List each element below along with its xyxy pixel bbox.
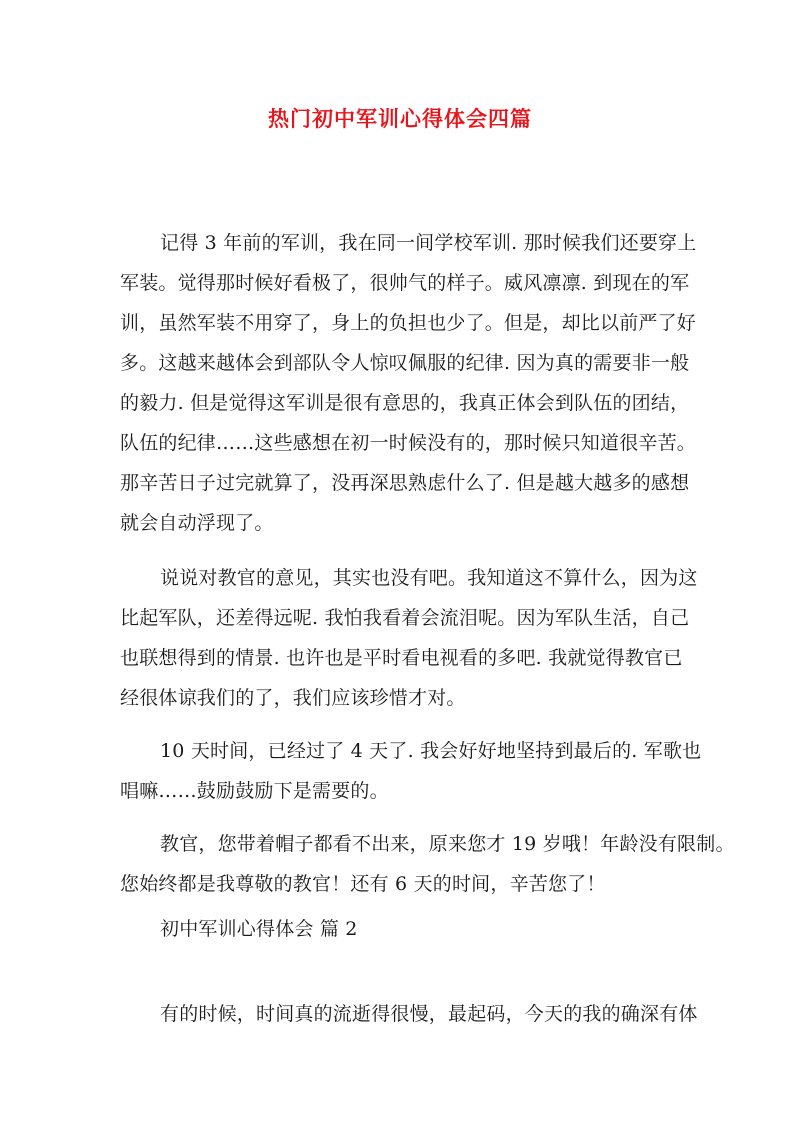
paragraph-4-line-1: 教官，您带着帽子都看不出来，原来您才 19 岁哦！年龄没有限制。 (160, 833, 735, 855)
paragraph-2-line-1: 说说对教官的意见，其实也没有吧。我知道这不算什么，因为这 (160, 567, 698, 589)
paragraph-1-line-6: 队伍的纪律……这些感想在初一时候没有的，那时候只知道很辛苦。 (120, 432, 697, 454)
paragraph-3-line-2: 唱嘛……鼓励鼓励下是需要的。 (120, 780, 389, 802)
paragraph-1-line-8: 就会自动浮现了。 (120, 512, 274, 534)
paragraph-1-line-7: 那辛苦日子过完就算了，没再深思熟虑什么了. 但是越大越多的感想 (120, 472, 690, 494)
document-title: 热门初中军训心得体会四篇 (268, 106, 532, 131)
paragraph-5-line-1: 有的时候，时间真的流逝得很慢，最起码，今天的我的确深有体 (160, 1003, 698, 1025)
paragraph-2-line-3: 也联想得到的情景. 也许也是平时看电视看的多吧. 我就觉得教官已 (120, 647, 683, 669)
paragraph-2-line-4: 经很体谅我们的了，我们应该珍惜才对。 (120, 687, 466, 709)
paragraph-1-line-1: 记得 3 年前的军训，我在同一间学校军训. 那时候我们还要穿上 (160, 232, 697, 254)
paragraph-4-line-2: 您始终都是我尊敬的教官！还有 6 天的时间，辛苦您了！ (120, 873, 606, 895)
paragraph-1-line-4: 多。这越来越体会到部队令人惊叹佩服的纪律. 因为真的需要非一般 (120, 352, 690, 374)
paragraph-1-line-5: 的毅力. 但是觉得这军训是很有意思的，我真正体会到队伍的团结， (120, 392, 690, 414)
paragraph-1-line-3: 训，虽然军装不用穿了，身上的负担也少了。但是，却比以前严了好 (120, 312, 697, 334)
section-heading: 初中军训心得体会 篇 2 (160, 918, 358, 940)
paragraph-2-line-2: 比起军队，还差得远呢. 我怕我看着会流泪呢。因为军队生活，自己 (120, 607, 690, 629)
paragraph-3-line-1: 10 天时间，已经过了 4 天了. 我会好好地坚持到最后的. 军歌也 (160, 740, 702, 762)
paragraph-1-line-2: 军装。觉得那时候好看极了，很帅气的样子。威风凛凛. 到现在的军 (120, 272, 690, 294)
